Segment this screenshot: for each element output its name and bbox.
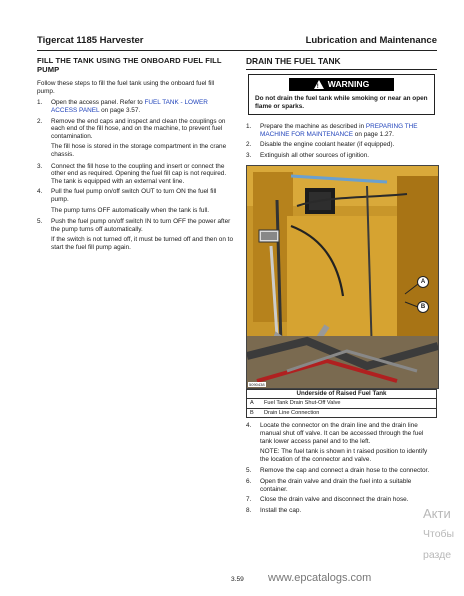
callout-b: B	[417, 301, 429, 313]
list-item: 1. Prepare the machine as described in PREPARING THE MACHINE FOR MAINTENANCE on page 1.27.	[246, 123, 418, 138]
table-row: B Drain Line Connection	[247, 408, 437, 418]
warning-banner	[289, 78, 394, 91]
page-number: 3.59	[231, 576, 244, 583]
document-title: Tigercat 1185 Harvester	[37, 35, 144, 46]
site-watermark[interactable]: www.epcatalogs.com	[268, 572, 372, 584]
list-item: 3. Connect the fill hose to the coupling and insert or connect the other end as required. Opening the fuel fill cap is not required. The tank is equipped with an external vent line.	[37, 162, 227, 185]
list-item: 5. Push the fuel pump on/off switch IN to turn OFF the power after the pump turns off automatically.	[37, 218, 231, 233]
header-rule	[37, 50, 437, 51]
step-note: The pump turns OFF automatically when the tank is full.	[51, 206, 210, 214]
step-note: The fill hose is stored in the storage compartment in the crane chassis.	[51, 143, 227, 158]
photo-caption-table	[246, 389, 437, 419]
list-item: 7. Close the drain valve and disconnect the drain hose.	[246, 496, 409, 504]
watermark-line: Чтобы	[423, 528, 455, 540]
warning-text: Do not drain the fuel tank while smoking or near an open flame or sparks.	[255, 95, 428, 110]
list-item: 1. Open the access panel. Refer to FUEL TANK - LOWER ACCESS PANEL on page 3.57.	[37, 99, 208, 114]
fill-tank-heading: FILL THE TANK USING THE ONBOARD FUEL FILL PUMP	[37, 56, 222, 74]
access-panel-link[interactable]: FUEL TANK - LOWER ACCESS PANEL	[51, 99, 208, 114]
watermark-line: разде	[423, 549, 452, 561]
list-item: 2. Remove the end caps and inspect and clean the couplings on each end of the fill hose, and on the machine, to prevent fuel contamination.	[37, 117, 226, 140]
fuel-tank-illustration	[247, 166, 438, 388]
step-note: If the switch is not turned off, it must be turned off and then on to start the fuel fill pump again.	[51, 236, 234, 251]
list-item: 8. Install the cap.	[246, 506, 302, 514]
list-item: 6. Open the drain valve and drain the fuel into a suitable container.	[246, 477, 412, 493]
list-item: 2. Disable the engine coolant heater (if equipped).	[246, 141, 395, 149]
warning-label: WARNING	[327, 79, 370, 89]
caption-title: Underside of Raised Fuel Tank	[247, 389, 437, 399]
table-row: A Fuel Tank Drain Shut-Off Valve	[247, 399, 437, 409]
step-note: NOTE: The fuel tank is shown in t raised position to identify the location of the connector and valve.	[260, 448, 428, 463]
list-item: 5. Remove the cap and connect a drain hose to the connector.	[246, 467, 430, 475]
callout-a: A	[417, 276, 429, 288]
right-column	[246, 57, 437, 517]
fuel-tank-photo	[246, 165, 439, 389]
fill-intro: Follow these steps to fill the fuel tank using the onboard fuel fill pump.	[37, 80, 215, 95]
warning-triangle-icon: !	[314, 80, 324, 89]
section-title: Lubrication and Maintenance	[305, 35, 437, 46]
list-item: 4. Locate the connector on the drain line and the drain line manual shut off valve. It can be accessed through the fuel tank lower access panel and to the left.	[246, 422, 424, 445]
drain-tank-heading: DRAIN THE FUEL TANK	[246, 57, 437, 70]
prepare-machine-link[interactable]: PREPARING THE MACHINE FOR MAINTENANCE	[260, 123, 418, 138]
photo-code: 5090438	[249, 381, 265, 387]
left-column	[37, 57, 233, 255]
watermark-line: Акти	[423, 506, 451, 521]
warning-box	[248, 74, 435, 115]
list-item: 4. Pull the fuel pump on/off switch OUT to turn ON the fuel fill pump.	[37, 188, 217, 203]
list-item: 3. Extinguish all other sources of ignition.	[246, 151, 370, 159]
